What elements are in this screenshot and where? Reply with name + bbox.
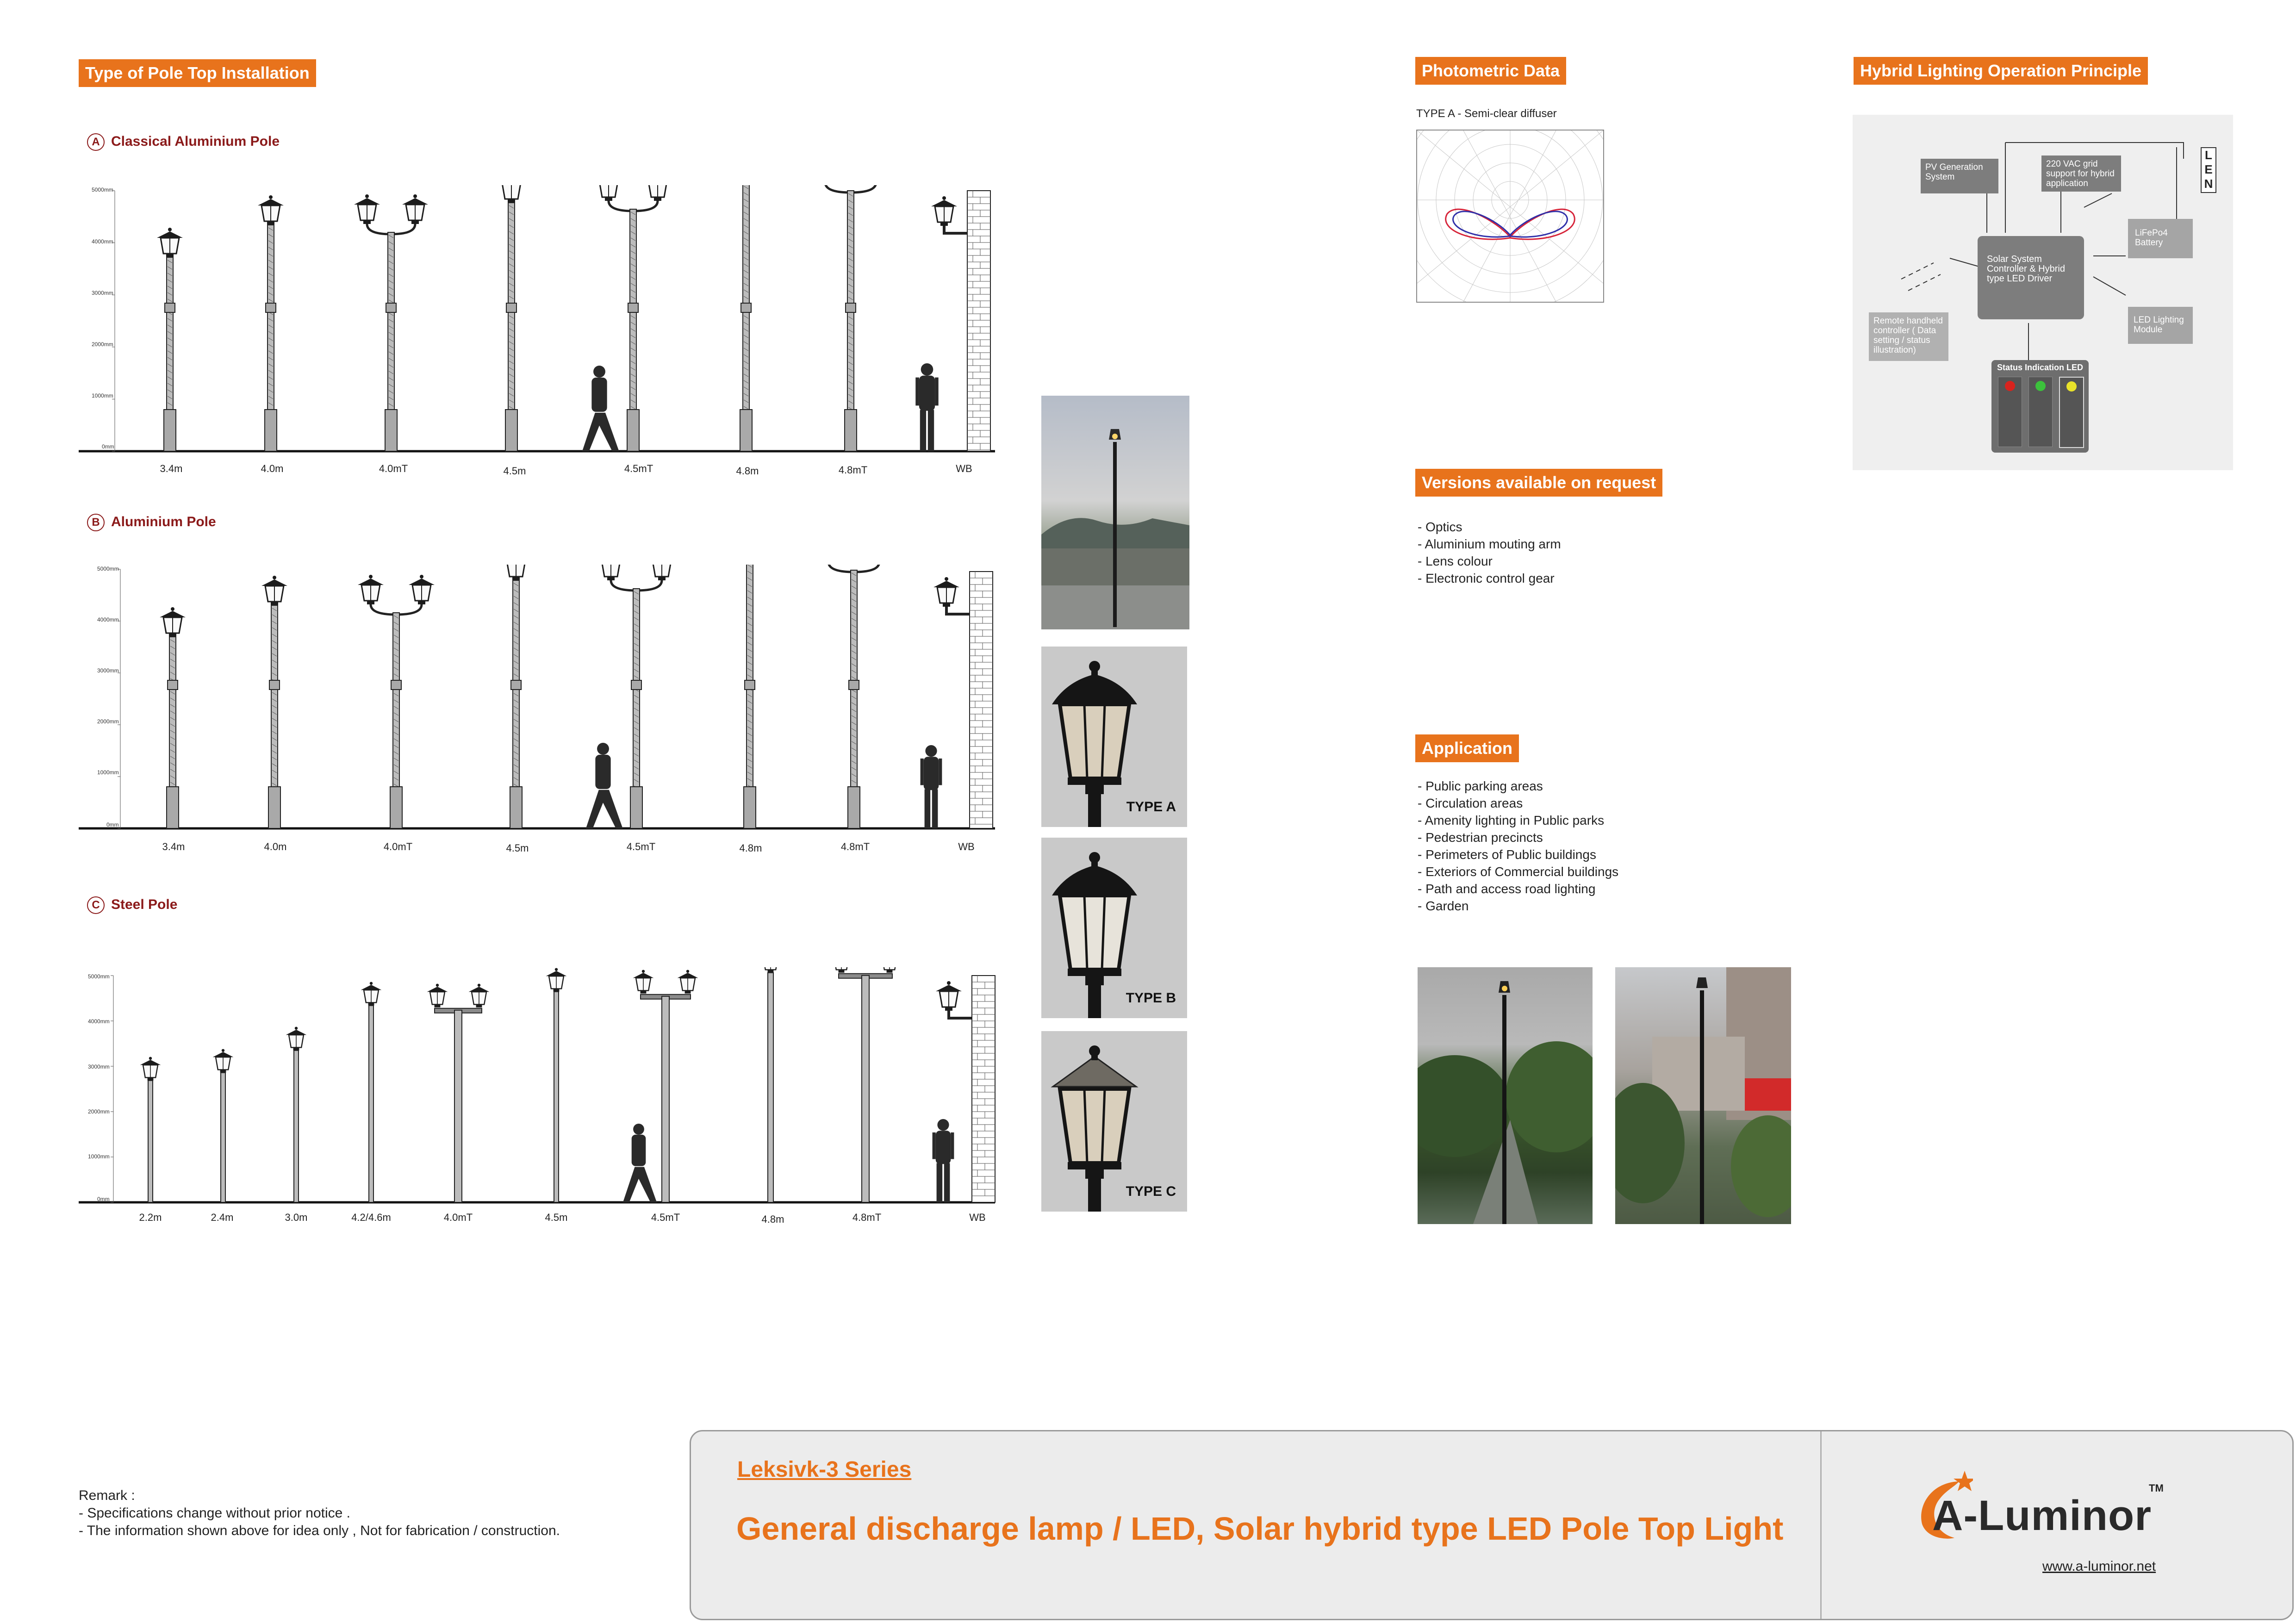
pole-shaft (845, 191, 857, 451)
lantern-head-icon (213, 1049, 234, 1073)
type-c-caption: TYPE C (1126, 1184, 1176, 1199)
ytick: 1000mm (92, 392, 113, 399)
section-c-title: C Steel Pole (87, 896, 177, 914)
lantern-head-icon (427, 984, 448, 1007)
ytick: 1000mm (88, 1153, 110, 1160)
lantern-head-icon (879, 967, 900, 973)
website-link[interactable]: www.a-luminor.net (2042, 1559, 2156, 1574)
pole-shaft (630, 589, 642, 828)
logo-trademark: TM (2149, 1482, 2164, 1494)
lantern-head-icon (140, 1057, 161, 1081)
len-terminal: L E N (2201, 147, 2216, 193)
lantern-head-icon (649, 565, 675, 580)
product-title: General discharge lamp / LED, Solar hybrid type LED Pole Top Light (736, 1511, 1784, 1547)
list-item: - Pedestrian precincts (1418, 830, 1543, 845)
lantern-head-icon (598, 565, 624, 580)
walking-person-silhouette (582, 366, 619, 451)
lantern-head-icon (633, 970, 654, 994)
pole-label: 4.5m (506, 842, 529, 854)
pole-label: 4.5m (503, 465, 526, 477)
remote-controller-node: Remote handheld controller ( Data setting / status illustration) (1869, 312, 1948, 361)
elevation-a (79, 185, 1000, 481)
ytick: 0mm (106, 821, 119, 828)
polar-diagram (1416, 130, 1604, 303)
type-b-photo (1041, 838, 1187, 1018)
brick-wall (970, 572, 993, 828)
pole-shaft (167, 637, 179, 828)
pole-label: WB (958, 841, 975, 852)
pole-shaft (148, 1081, 153, 1202)
y-axis (112, 191, 115, 451)
list-item: - Circulation areas (1418, 796, 1523, 810)
ytick: 0mm (97, 1196, 110, 1202)
pole-shaft (385, 232, 397, 451)
lantern-head-icon (931, 196, 957, 226)
lantern-head-icon (933, 577, 959, 607)
led-module-node: LED Lighting Module (2128, 307, 2193, 344)
application-list (1418, 777, 1618, 914)
footer-panel (690, 1430, 2294, 1620)
list-item: - Amenity lighting in Public parks (1418, 813, 1605, 827)
section-c-badge: C (87, 896, 105, 914)
elevation-b (79, 565, 1000, 861)
section-b-badge: B (87, 514, 105, 531)
ytick: 5000mm (97, 566, 119, 572)
ytick: 2000mm (92, 341, 113, 348)
list-item: - Garden (1418, 899, 1469, 913)
pole-shaft (627, 209, 639, 451)
lantern-head-icon (760, 967, 781, 973)
status-led-panel (1991, 360, 2089, 453)
pole-label: 4.5mT (626, 841, 656, 852)
yellow-led-icon (2066, 381, 2077, 392)
pole-label: 3.4m (160, 463, 183, 474)
lantern-head-icon (678, 970, 698, 994)
pole-shaft (454, 1010, 462, 1202)
status-led-slot (1998, 377, 2022, 447)
pole-shaft (862, 976, 869, 1202)
pole-shaft (768, 973, 773, 1202)
pole-label: 4.8mT (840, 841, 870, 852)
pole-label: 4.8m (739, 842, 762, 854)
pole-label: 2.4m (211, 1212, 234, 1223)
ytick: 5000mm (92, 187, 113, 193)
standing-person-silhouette (915, 363, 938, 451)
lantern-head-icon (261, 576, 287, 605)
lantern-head-icon (831, 967, 852, 973)
remark-line: - Specifications change without prior notice . (79, 1505, 350, 1521)
photometric-caption: TYPE A - Semi-clear diffuser (1416, 107, 1557, 120)
hybrid-header: Hybrid Lighting Operation Principle (1854, 57, 2148, 85)
green-led-icon (2035, 381, 2046, 391)
list-item: - Electronic control gear (1418, 571, 1555, 585)
ytick: 2000mm (97, 718, 119, 725)
garden-photo-2-drawing (1615, 967, 1791, 1224)
ytick: 3000mm (92, 290, 113, 296)
pole-shaft (265, 225, 277, 451)
pole-photo-drawing (1041, 396, 1189, 629)
pole-label: 4.0mT (443, 1212, 473, 1223)
type-b-caption: TYPE B (1126, 990, 1176, 1006)
pole-label: 4.5mT (624, 463, 653, 474)
pole-label: 4.0m (264, 841, 287, 852)
footer-divider (1820, 1431, 1822, 1619)
pole-label: 4.8mT (838, 464, 868, 476)
lantern-head-icon (596, 185, 622, 201)
pole-shaft (554, 992, 559, 1202)
photometric-header: Photometric Data (1415, 57, 1566, 85)
ytick: 4000mm (92, 238, 113, 245)
pole-shaft (510, 580, 522, 828)
ytick: 3000mm (97, 667, 119, 674)
elevation-b-drawing (79, 565, 1000, 861)
type-c-photo (1041, 1031, 1187, 1212)
pole-shaft (390, 613, 402, 828)
elevation-a-drawing (79, 185, 1000, 481)
list-item: - Aluminium mouting arm (1418, 537, 1561, 551)
remark-block (79, 1487, 560, 1540)
list-item: - Exteriors of Commercial buildings (1418, 864, 1619, 879)
lantern-head-icon (358, 575, 384, 604)
type-a-caption: TYPE A (1126, 799, 1176, 815)
pole-label: 3.4m (162, 841, 185, 852)
list-item: - Public parking areas (1418, 779, 1543, 793)
y-axis (111, 976, 113, 1202)
battery-node: LiFePo4 Battery (2128, 219, 2193, 258)
remark-line: - The information shown above for idea only , Not for fabrication / construction. (79, 1523, 560, 1538)
standing-person-silhouette (921, 745, 942, 828)
elevation-c-drawing (79, 967, 1000, 1236)
lantern-head-icon (157, 228, 183, 257)
pole-shaft (221, 1073, 225, 1202)
brick-wall (972, 976, 995, 1202)
series-name: Leksivk-3 Series (737, 1457, 912, 1482)
status-led-slot (2028, 377, 2053, 447)
section-a-badge: A (87, 133, 105, 151)
lantern-head-icon (1052, 661, 1137, 827)
pole-label: 4.0mT (383, 841, 413, 852)
section-a-title: A Classical Aluminium Pole (87, 133, 280, 151)
red-led-icon (2005, 381, 2015, 391)
section-b-title: B Aluminium Pole (87, 514, 216, 531)
lantern-head-icon (361, 982, 382, 1006)
ytick: 5000mm (88, 973, 110, 980)
list-item: - Path and access road lighting (1418, 882, 1596, 896)
hybrid-diagram (1853, 115, 2233, 470)
pole-installation-header: Type of Pole Top Installation (79, 59, 316, 87)
lantern-head-icon (409, 575, 435, 604)
lantern-head-icon (1053, 1045, 1136, 1212)
pole-shaft (662, 996, 669, 1202)
pole-shaft (164, 257, 176, 451)
versions-list (1418, 518, 1561, 587)
lantern-head-icon (286, 1027, 307, 1051)
ytick: 4000mm (97, 616, 119, 623)
elevation-c (79, 967, 1000, 1236)
lantern-head-icon (258, 195, 284, 225)
pole-label: 2.2m (139, 1212, 162, 1223)
pv-generation-node: PV Generation System (1921, 159, 1998, 193)
ytick: 0mm (102, 443, 114, 450)
pole-label: WB (969, 1212, 986, 1223)
status-led-slot (2059, 377, 2084, 448)
lantern-head-icon (503, 565, 529, 580)
pole-label: 4.0mT (379, 463, 408, 474)
versions-header: Versions available on request (1415, 469, 1662, 497)
pole-shaft (369, 1006, 373, 1202)
ytick: 2000mm (88, 1108, 110, 1115)
polar-diagram-drawing (1417, 131, 1603, 302)
ytick: 4000mm (88, 1018, 110, 1025)
pole-shaft (848, 570, 860, 828)
pole-label: 4.8m (736, 465, 759, 477)
list-item: - Perimeters of Public buildings (1418, 847, 1596, 862)
pole-label: 3.0m (285, 1212, 308, 1223)
pole-shaft (294, 1051, 299, 1202)
controller-node: Solar System Controller & Hybrid type LED Driver (1978, 236, 2084, 319)
application-header: Application (1415, 734, 1519, 762)
brick-wall (967, 191, 990, 451)
pole-label: 4.5m (545, 1212, 568, 1223)
lantern-head-icon (469, 984, 490, 1007)
pole-label: WB (956, 463, 972, 474)
garden-photo-2 (1615, 967, 1791, 1224)
lantern-head-icon (936, 981, 962, 1011)
lantern-head-icon (645, 185, 671, 201)
pole-shaft (268, 605, 280, 828)
pole-photo (1041, 396, 1189, 629)
pole-label: 4.8m (761, 1213, 784, 1225)
standing-person-silhouette (933, 1119, 954, 1202)
lantern-head-icon (1052, 852, 1137, 1018)
company-logo (1913, 1468, 2172, 1542)
lantern-head-icon (498, 185, 524, 203)
y-axis (118, 569, 120, 828)
remark-title: Remark : (79, 1488, 135, 1503)
pole-shaft (740, 185, 752, 451)
pole-shaft (505, 203, 517, 451)
type-a-photo (1041, 647, 1187, 827)
logo-wordmark: A-Luminor (1932, 1492, 2152, 1539)
list-item: - Optics (1418, 520, 1462, 534)
walking-person-silhouette (623, 1124, 657, 1202)
ytick: 1000mm (97, 769, 119, 776)
pole-label: 4.0m (261, 463, 284, 474)
pole-label: 4.2/4.6m (351, 1212, 391, 1223)
lantern-head-icon (160, 607, 186, 637)
walking-person-silhouette (586, 743, 623, 828)
lantern-head-icon (354, 194, 380, 224)
lantern-head-icon (402, 194, 428, 224)
garden-photo-1 (1418, 967, 1593, 1224)
status-led-title: Status Indication LED (1997, 363, 2083, 372)
pole-label: 4.8mT (852, 1212, 882, 1223)
list-item: - Lens colour (1418, 554, 1493, 568)
garden-photo-1-drawing (1418, 967, 1593, 1224)
lantern-head-icon (546, 968, 567, 992)
grid-support-node: 220 VAC grid support for hybrid application (2041, 155, 2121, 192)
pole-shaft (744, 565, 756, 828)
ytick: 3000mm (88, 1063, 110, 1070)
pole-label: 4.5mT (651, 1212, 680, 1223)
